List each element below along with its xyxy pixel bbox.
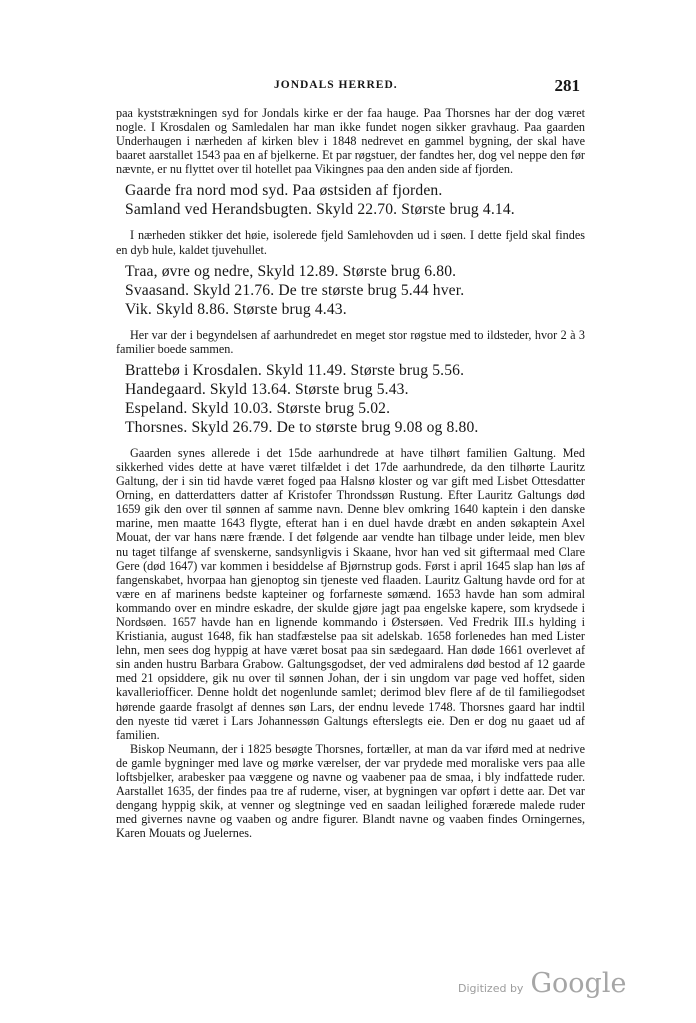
farm-entry: Thorsnes. Skyld 26.79. De to største brug 9.08 og 8.80.: [125, 418, 479, 436]
farm-entry: Traa, øvre og nedre, Skyld 12.89. Største brug 6.80.: [125, 262, 457, 280]
farm-entry: Samland ved Herandsbugten. Skyld 22.70. Største brug 4.14.: [125, 201, 515, 219]
farm-list-2: [125, 262, 585, 319]
paragraph-galtung: Gaarden synes allerede i det 15de aarhundrede at have tilhørt familien Galtung. Med sikkerhed vides dette at have været tilfældet i det 17de aarhundrede, da den tilhørte Lauritz Galtung, der i sin tid havde været foged paa Halsnø kloster og var gift med Lisbet Ottesdatter Orning, en datterdatters datter af Kristofer Throndssøn Rustung. Efter Lauritz Galtungs død 1659 gik den over til sønnen af samme navn. Denne blev omkring 1640 kaptein i den danske marine, men maatte 1643 flygte, efterat han i en duel havde dræbt en anden søkaptein Axel Mouat, der var hans nære frænde. I det følgende aar vendte han tilbage under leide, men blev nu taget tilfange af svenskerne, sandsynligvis i Skaane, hvor han ved sit giftermaal med Clare Gere (død 1647) var kommen i besiddelse af Bjørnstrup gods. Først i april 1645 slap han løs af fangenskabet, hvorpaa han gjenoptog sin tjeneste ved flaaden. Lauritz Galtung havde ord for at være en af marinens bedste kapteiner og forfarneste sømænd. 1653 havde han som admiral kommando over en mindre eskadre, der skulde gjøre jagt paa engelske kapere, som krydsede i Nordsøen. 1657 havde han en lignende kommando i Østersøen. Ved Fredrik III.s hylding i Kristiania, august 1648, fik han stadfæstelse paa sit adelskab. 1658 forlenedes han med Lister lehn, men sees dog hyppig at have været bosat paa sin sædegaard. Han døde 1661 overlevet af sin anden hustru Barbara Grabow. Galtungsgodset, der ved admiralens død bestod af 12 gaarde med 21 opsiddere, gik nu over til sønnen Johan, der i sin ungdom var page ved hoffet, siden kavalleriofficer. Denne holdt det nogenlunde samlet; derimod blev flere af de til familiegodset hørende gaarde frasolgt af dennes søn Lars, der endnu levede 1748. Thorsnes gaard har indtil den nyeste tid været i Lars Johannessøn Galtungs efterslegts eie. Den er dog nu gaaet ud af familien.: [116, 445, 585, 742]
paragraph-roegstue: Her var der i begyndelsen af aarhundredet en meget stor røgstue med to ildsteder, hvor 2 à 3 familier boede sammen.: [116, 327, 585, 356]
paragraph-neumann: Biskop Neumann, der i 1825 besøgte Thorsnes, fortæller, at man da var iførd med at nedrive de gamle bygninger med lave og mørke værelser, der var prydede med moraliske vers paa alle loftsbjelker, arabesker paa væggene og navne og vaabener paa de smaa, i bly indfattede ruder. Aarstallet 1635, der findes paa tre af ruderne, viser, at bygningen var opført i dette aar. Det var dengang hyppig skik, at venner og slegtninge ved en saadan leilighed forærede malede ruder med givernes navne og vaaben og andre figurer. Blandt navne og vaaben findes Orningernes, Karen Mouats og Juelernes.: [116, 741, 585, 841]
digitized-by-google-watermark: [458, 968, 626, 999]
paragraph-intro: paa kyststrækningen syd for Jondals kirke er der faa hauge. Paa Thorsnes har der dog været nogle. I Krosdalen og Samledalen har man ikke fundet nogen sikker gravhaug. Paa gaarden Underhaugen i nærheden af kirken blev i 1848 nedrevet en gammel bygning, der skal have baaret aarstallet 1543 paa en af bjelkerne. Et par røgstuer, der fandtes her, dog vel neppe den før nævnte, er nu flyttet over til hotellet paa Vikingnes paa den anden side af fjorden.: [116, 106, 585, 177]
paragraph-samlehovden: I nærheden stikker det høie, isolerede fjeld Samlehovden ud i søen. I dette fjeld skal findes en dyb hule, kaldet tjuvehullet.: [116, 228, 585, 257]
google-logo: Google: [530, 968, 627, 999]
farm-entry: Handegaard. Skyld 13.64. Største brug 5.43.: [125, 380, 409, 398]
page-header: [116, 76, 582, 100]
digitized-by-label: Digitized by: [458, 982, 524, 995]
farm-list-1: [125, 181, 585, 219]
farm-list-3: [125, 361, 585, 437]
page-number: 281: [554, 76, 580, 95]
running-title: JONDALS HERRED.: [274, 79, 398, 91]
farm-entry: Vik. Skyld 8.86. Største brug 4.43.: [125, 300, 347, 318]
farm-entry: Svaasand. Skyld 21.76. De tre største brug 5.44 hver.: [125, 281, 465, 299]
section-heading: Gaarde fra nord mod syd. Paa østsiden af fjorden.: [125, 182, 443, 200]
page-body: [116, 106, 585, 840]
farm-entry: Brattebø i Krosdalen. Skyld 11.49. Største brug 5.56.: [125, 361, 465, 379]
farm-entry: Espeland. Skyld 10.03. Største brug 5.02.: [125, 399, 391, 417]
